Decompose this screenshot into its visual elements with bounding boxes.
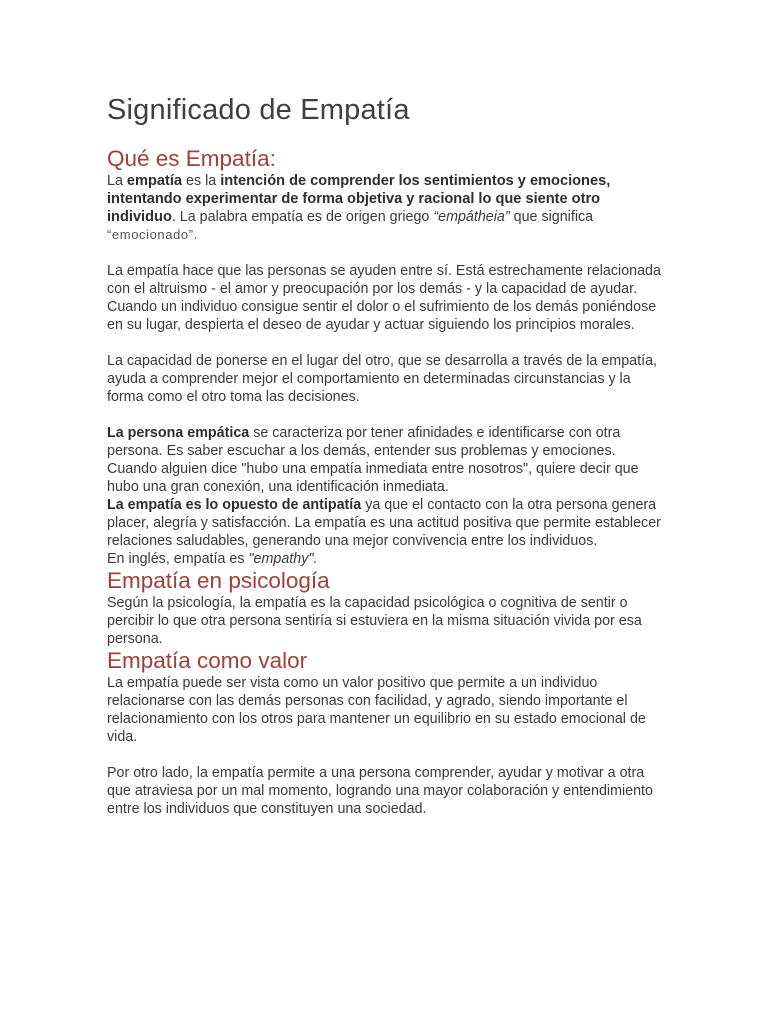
paragraph-valor: La empatía puede ser vista como un valor positivo que permite a un individuo relacionarse con las demás personas con facilidad, y agrado, siendo importante el relacionamiento con los otros para mantener un equilibrio en su estado emocional de vida.: [107, 675, 646, 745]
italic-empathy: "empathy".: [248, 551, 318, 567]
text-run: La: [107, 173, 127, 189]
bold-persona-empatica: La persona empática: [107, 425, 250, 441]
paragraph-definition: [107, 172, 662, 244]
paragraph-psicologia: Según la psicología, la empatía es la capacidad psicológica o cognitiva de sentir o percibir lo que otra persona sentiría si estuviera en la misma situación vivida por esa persona.: [107, 595, 642, 647]
document-content: [107, 92, 662, 818]
paragraph-antipatia: [107, 496, 662, 550]
section-heading-valor: Empatía como valor: [107, 648, 308, 673]
section-heading-psicologia: Empatía en psicología: [107, 568, 330, 593]
bold-term-empatia: empatía: [126, 173, 183, 189]
paragraph-ingles: [107, 550, 662, 568]
spacer: [107, 406, 662, 424]
paragraph-altruismo: La empatía hace que las personas se ayuden entre sí. Está estrechamente relacionada con el altruismo - el amor y preocupación por los demás - y la capacidad de ayudar.: [107, 263, 661, 297]
spacer: [107, 244, 662, 262]
spacer: [107, 334, 662, 352]
text-emocionado: “emocionado”.: [107, 227, 198, 242]
text-run: se caracteriza por tener afinidades e identificarse con otra persona. Es saber escuchar a los demás, entender sus problemas y emociones. Cuando alguien dice "hubo una empatía inmediata entre nosotros", quiere decir que hubo una gran conexión, una identificación inmediata.: [107, 425, 639, 495]
paragraph-persona-empatica: [107, 424, 662, 496]
paragraph-capacidad: La capacidad de ponerse en el lugar del otro, que se desarrolla a través de la empatía, ayuda a comprender mejor el comportamiento en determinadas circunstancias y la forma como el otro toma las decisiones.: [107, 353, 657, 405]
bold-definition: intención de comprender los sentimientos y emociones, intentando experimentar de forma objetiva y racional lo que siente otro individuo: [107, 173, 611, 225]
text-run: que significa: [509, 209, 594, 225]
page-title: Significado de Empatía: [107, 94, 410, 126]
text-run: . La palabra empatía es de origen griego: [171, 209, 434, 225]
paragraph-dolor: Cuando un individuo consigue sentir el dolor o el sufrimiento de los demás poniéndose en su lugar, despierta el deseo de ayudar y actuar siguiendo los principios morales.: [107, 299, 657, 333]
spacer: [107, 746, 662, 764]
section-heading-que-es: Qué es Empatía:: [107, 146, 276, 171]
italic-greek-term: “empátheia”: [433, 209, 510, 225]
text-run: ya que el contacto con la otra persona genera placer, alegría y satisfacción. La empatía es una actitud positiva que permite establecer relaciones saludables, generando una mejor convivencia entre los individuos.: [107, 497, 661, 549]
bold-antipatia: La empatía es lo opuesto de antipatía: [107, 497, 362, 513]
text-run: En inglés, empatía es: [107, 551, 249, 567]
paragraph-otro-lado: Por otro lado, la empatía permite a una persona comprender, ayudar y motivar a otra que atraviesa por un mal momento, logrando una mayor colaboración y entendimiento entre los individuos que constituyen una sociedad.: [107, 765, 653, 817]
text-run: es la: [182, 173, 221, 189]
